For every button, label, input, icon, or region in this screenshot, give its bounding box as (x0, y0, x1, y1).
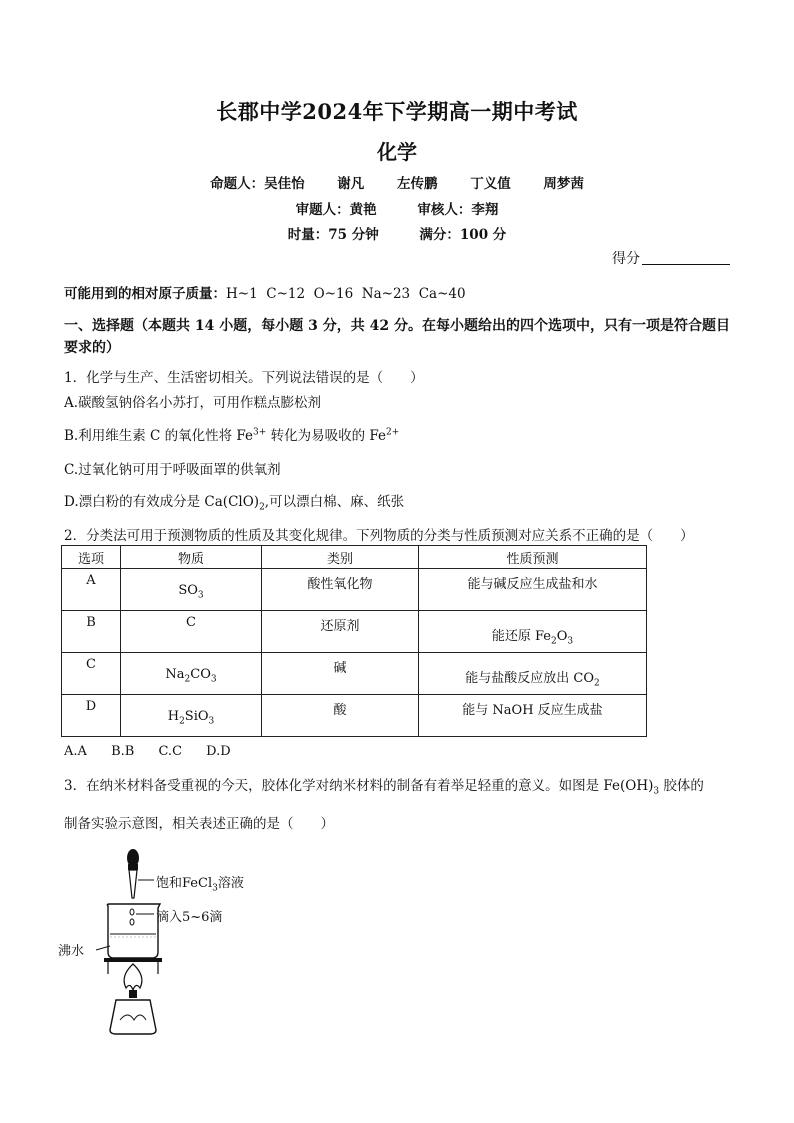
formula-part: Na (165, 667, 185, 682)
table-row (62, 569, 647, 611)
q3-sub: 3 (653, 786, 660, 797)
fig-text: 饱和FeCl (156, 876, 213, 891)
score-field (612, 248, 730, 268)
formula-sub: 3 (208, 716, 215, 727)
col-header: 物质 (121, 546, 262, 569)
proposer-name: 左传鹏 (397, 176, 438, 192)
flame (124, 964, 142, 990)
col-header: 性质预测 (419, 546, 647, 569)
time-line (0, 223, 794, 243)
row-option: B (86, 615, 96, 630)
pred-sub: 2 (594, 678, 600, 689)
q3-text: 胶体的 (659, 778, 704, 794)
score-blank[interactable] (642, 250, 730, 265)
proposer-name: 周梦茜 (543, 176, 584, 192)
answer-option-b[interactable]: B.B (111, 744, 135, 759)
pred-part: 能与盐酸反应放出 CO (465, 671, 594, 686)
checker-label: 审核人： (417, 202, 472, 218)
atomic-mass-line (64, 282, 466, 302)
formula-sub: 3 (210, 674, 217, 685)
proposers-line (0, 172, 794, 192)
reviewer-name: 黄艳 (349, 202, 377, 218)
row-option: D (85, 699, 97, 714)
table-row (62, 653, 647, 695)
full-score-value: 100 分 (459, 227, 507, 243)
atomic-mass-values: H~1 C~12 O~16 Na~23 Ca~40 (226, 286, 466, 302)
lamp-wick-holder (129, 990, 137, 998)
formula-sub: 2 (179, 716, 185, 727)
boiling-water-label: 沸水 (58, 944, 85, 959)
full-score-label: 满分： (419, 227, 460, 243)
formula-sub: 2 (184, 674, 191, 685)
row-option: C (86, 657, 96, 672)
row-substance: C (186, 615, 196, 630)
row-option: A (86, 573, 96, 588)
gauze (104, 958, 162, 962)
lamp-liquid (120, 1015, 146, 1020)
formula-part: H (167, 709, 180, 724)
pred-sub: 2 (551, 636, 557, 647)
time-label: 时量： (287, 227, 329, 243)
q1-d-text: D.漂白粉的有效成分是 Ca(ClO) (64, 494, 260, 510)
classification-table (61, 545, 647, 737)
q3-line2: 制备实验示意图，相关表述正确的是（ ） (64, 815, 334, 832)
proposer-name: 吴佳怡 (264, 176, 305, 192)
q3-text: 3．在纳米材料备受重视的今天，胶体化学对纳米材料的制备有着举足轻重的意义。如图是 Fe(OH) (64, 778, 654, 794)
drop-2 (130, 919, 134, 925)
exam-title: 长郡中学2024年下学期高一期中考试 (216, 99, 578, 124)
checker-name: 李翔 (471, 202, 499, 218)
table-row (62, 611, 647, 653)
q2-answer-options (64, 744, 251, 759)
row-prediction: 能与 NaOH 反应生成盐 (462, 703, 603, 718)
row-category: 酸性氧化物 (307, 577, 373, 592)
section-heading: 一、选择题（本题共 14 小题，每小题 3 分，共 42 分。在每小题给出的四个选项中，只有一项是符合题目要求的） (64, 318, 730, 356)
row-category: 还原剂 (320, 619, 360, 634)
q1-option-b (64, 424, 399, 444)
drops-label: 滴入5~6滴 (156, 910, 223, 925)
col-header: 选项 (62, 546, 121, 569)
dropper-collar (128, 864, 138, 870)
q1-d-sub: 2 (259, 502, 265, 513)
subject-title: 化学 (377, 140, 417, 164)
dropper-tube (129, 870, 137, 898)
drop-1 (130, 909, 134, 915)
answer-option-d[interactable]: D.D (206, 744, 231, 759)
q1-option-d (64, 490, 404, 513)
row-prediction: 能与碱反应生成盐和水 (467, 577, 598, 592)
q3-stem (64, 770, 736, 840)
reviewers-line (0, 198, 794, 218)
formula-part: SiO (184, 709, 209, 724)
fig-sub: 3 (212, 883, 218, 894)
fig-text: 溶液 (217, 876, 244, 891)
q1-b-text2: 转化为易吸收的 Fe (266, 428, 387, 444)
q1-option-c: C.过氧化钠可用于呼吸面罩的供氧剂 (64, 462, 281, 478)
row-category: 碱 (333, 661, 347, 676)
q1-b-text: B.利用维生素 C 的氧化性将 Fe (64, 428, 254, 444)
answer-option-a[interactable]: A.A (64, 744, 87, 759)
q1-d-text2: ,可以漂白棉、麻、纸张 (264, 494, 405, 510)
answer-option-c[interactable]: C.C (158, 744, 183, 759)
table-header-row (62, 546, 647, 569)
formula-part: CO (190, 667, 211, 682)
time-value: 75 分钟 (328, 227, 379, 243)
pred-part: 能还原 Fe (491, 629, 551, 644)
proposer-name: 丁义值 (470, 176, 511, 192)
formula-part: SO (178, 583, 198, 598)
row-prediction (419, 653, 646, 689)
reviewer-label: 审题人： (295, 202, 350, 218)
formula-sub: 3 (197, 590, 204, 601)
pred-sub: 3 (567, 636, 574, 647)
q1-option-a: A.碳酸氢钠俗名小苏打，可用作糕点膨松剂 (64, 395, 322, 411)
fecl3-label (156, 872, 244, 894)
row-substance (121, 695, 261, 727)
row-category: 酸 (333, 703, 347, 718)
proposer-name: 谢凡 (337, 176, 365, 192)
q2-stem: 2．分类法可用于预测物质的性质及其变化规律。下列物质的分类与性质预测对应关系不正确的是（ ） (64, 528, 694, 544)
alcohol-lamp (110, 1000, 156, 1034)
q3-line1 (64, 770, 736, 808)
proposers-label: 命题人： (210, 176, 265, 192)
q1-stem: 1．化学与生产、生活密切相关。下列说法错误的是（ ） (64, 370, 424, 386)
col-header: 类别 (262, 546, 419, 569)
atomic-mass-label: 可能用到的相对原子质量： (64, 286, 226, 302)
row-substance (121, 569, 261, 601)
score-label: 得分 (612, 251, 640, 267)
experiment-figure (50, 842, 260, 1042)
row-prediction (419, 611, 646, 647)
q1-b-sup: 3+ (253, 427, 267, 438)
pred-part: O (556, 629, 568, 644)
row-substance (121, 653, 261, 685)
q1-b-sup2: 2+ (386, 427, 400, 438)
table-row (62, 695, 647, 737)
